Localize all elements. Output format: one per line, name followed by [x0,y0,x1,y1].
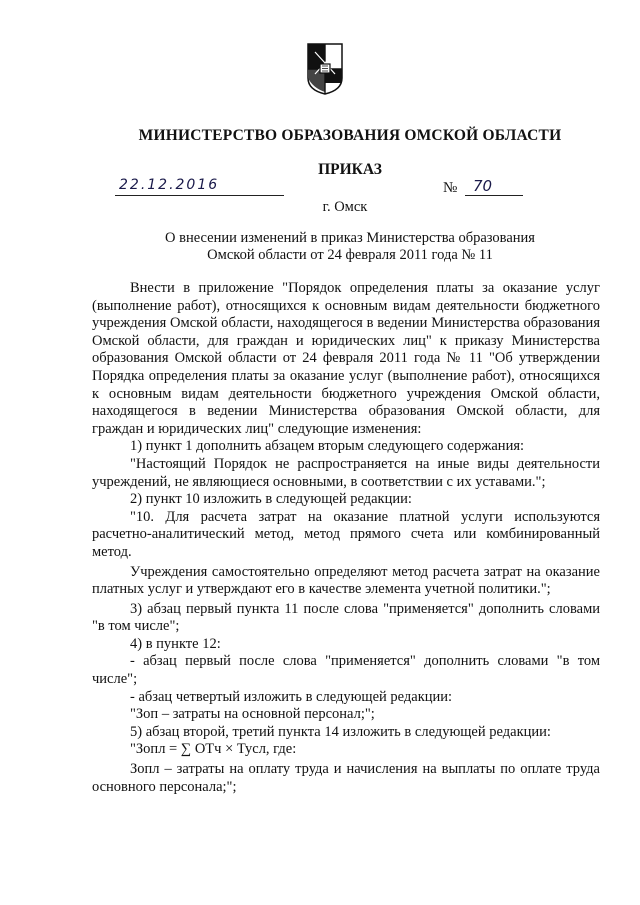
body-paragraph: Учреждения самостоятельно определяют метод расчета затрат на оказание платных услуг и утверждают его в качестве элемента учетной политики."; [92,563,600,598]
document-number: 70 [465,177,523,196]
document-subject [150,230,550,264]
city: г. Омск [322,199,368,215]
subject-line-2: Омской области от 24 февраля 2011 года № 11 [207,247,493,263]
body-paragraph: - абзац четвертый изложить в следующей редакции: [130,688,453,705]
body-paragraph: "10. Для расчета затрат на оказание платной услуги используются расчетно-аналитический метод, метод прямого счета или комбинированный метод. [92,508,600,560]
body-paragraph: 3) абзац первый пункта 11 после слова "применяется" дополнить словами "в том числе"; [92,600,600,635]
body-paragraph: Зопл – затраты на оплату труда и начисления на выплаты по оплате труда основного персонала;"; [92,761,600,795]
number-label: № [443,180,458,196]
coat-of-arms-emblem [305,40,345,96]
body-paragraph: 1) пункт 1 дополнить абзацем вторым следующего содержания: [130,438,525,455]
document-body [92,280,600,796]
document-date: 22.12.2016 [115,177,284,196]
body-paragraph: 4) в пункте 12: [130,635,221,652]
body-paragraph: "Настоящий Порядок не распространяется на иные виды деятельности учреждений, не являющиеся основными, в соответствии с их уставами."; [92,455,600,490]
body-paragraph: - абзац первый после слова "применяется" дополнить словами "в том числе"; [92,653,600,688]
document-type: ПРИКАЗ [318,161,382,178]
ministry-name: МИНИСТЕРСТВО ОБРАЗОВАНИЯ ОМСКОЙ ОБЛАСТИ [138,127,562,144]
body-paragraph: 5) абзац второй, третий пункта 14 изложить в следующей редакции: [130,723,551,740]
body-paragraph: "Зопл = ∑ ОТч × Тусл, где: [130,741,297,758]
body-paragraph: Внести в приложение "Порядок определения платы за оказание услуг (выполнение работ), относящихся к основным видам деятельности бюджетного учреждения Омской области, находящегося в ведении Министерства образования Омской области, для граждан и юридических лиц" к приказу Министерства образования Омской области от 24 февраля 2011 года № 11 "Об утверждении Порядка определения платы за оказание услуг (выполнение работ), относящихся к основным видам деятельности бюджетного учреждения Омской области, находящегося в ведении Министерства образования Омской области, для граждан и юридических лиц" следующие изменения: [92,280,600,437]
body-paragraph: "Зоп – затраты на основной персонал;"; [130,706,375,723]
subject-line-1: О внесении изменений в приказ Министерства образования [165,230,535,246]
body-paragraph: 2) пункт 10 изложить в следующей редакции: [130,491,412,508]
